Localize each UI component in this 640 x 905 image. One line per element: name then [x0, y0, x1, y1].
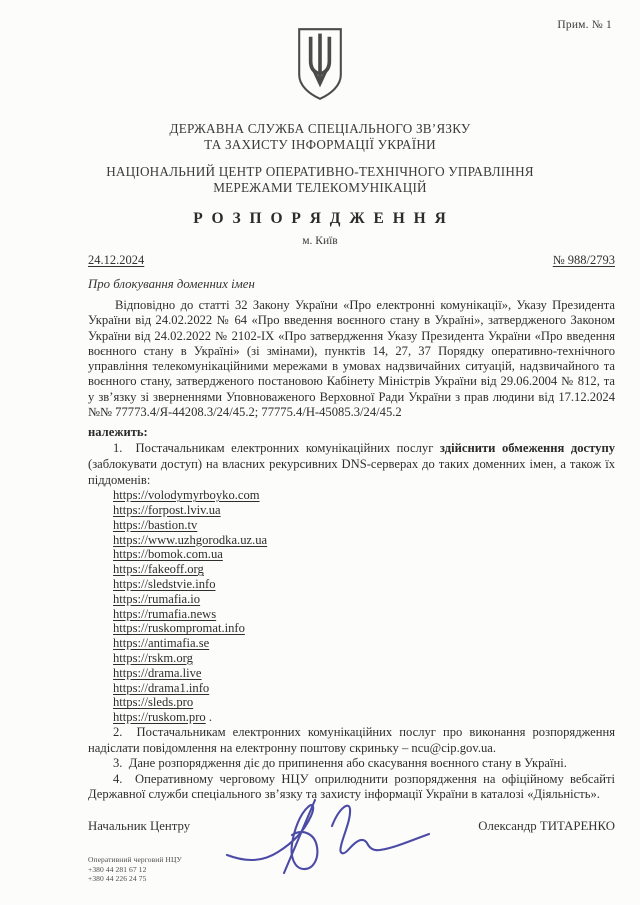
doc-subject: Про блокування доменних імен [88, 277, 255, 291]
intro-paragraph: Відповідно до статті 32 Закону України «Про електронні комунікації», Указу Президента України від 24.02.2022 № 64 «Про введення воєнного стану в Україні», затвердженого Законом України від 24.02.2022 № 2102-IX «Про затвердження Указу Президента України «Про введення воєнного стану в Україні» (зі змінами), пунктів 14, 27, 37 Порядку оперативно-технічного управління телекомунікаційними мережами в умовах надзвичайних ситуацій, надзвичайного та воєнного стану, затвердженого постановою Кабінету Міністрів України від 29.06.2004 № 812, та у зв’язку зі зверненнями Уповноваженого Верховної Ради України з прав людини від 17.12.2024 №№ 77773.4/Я-44208.3/24/45.2; 77775.4/Н-45085.3/24/45.2 [88, 298, 615, 420]
blocked-domain-link[interactable]: https://sleds.pro [113, 695, 194, 710]
footer-contact-line1: Оперативний черговий НЦУ [88, 855, 182, 864]
item-1-text-post: (заблокувати доступ) на власних рекурсивних DNS-серверах до таких доменних імен, а також їх піддоменів: [88, 456, 615, 487]
blocked-domain-link[interactable]: https://bomok.com.ua [113, 547, 223, 562]
footer-contacts [88, 855, 182, 884]
signer-title: Начальник Центру [88, 818, 191, 833]
blocked-domain-link[interactable]: https://antimafia.se [113, 636, 210, 651]
copy-number-label: Прим. № 1 [557, 19, 612, 31]
center-name-line1: НАЦІОНАЛЬНИЙ ЦЕНТР ОПЕРАТИВНО-ТЕХНІЧНОГО УПРАВЛІННЯ [106, 164, 534, 179]
blocked-domain-link[interactable]: https://fakeoff.org [113, 562, 204, 577]
blocked-domain-link[interactable]: https://bastion.tv [113, 517, 198, 532]
item-2-paragraph: 2. Постачальникам електронних комунікаційних послуг про виконання розпорядження надіслати повідомлення на електронну поштову скриньку – ncu@cip.gov.ua. [88, 724, 615, 755]
blocked-domain-link[interactable]: https://forpost.lviv.ua [113, 502, 221, 517]
blocked-domain-link[interactable]: https://rumafia.news [113, 606, 217, 621]
item-1-paragraph [88, 441, 615, 488]
blocked-domains-list [113, 488, 615, 725]
blocked-domain-link[interactable]: https://rumafia.io [113, 591, 201, 606]
place-line: м. Київ [302, 235, 338, 247]
item-3-paragraph: 3. Дане розпорядження діє до припинення або скасування воєнного стану в Україні. [113, 756, 567, 771]
blocked-domain-link[interactable]: https://volodymyrboyko.com [113, 488, 260, 503]
doc-date: 24.12.2024 [88, 253, 145, 267]
footer-contact-line3: +380 44 226 24 75 [88, 874, 147, 883]
signer-name: Олександр ТИТАРЕНКО [478, 818, 615, 833]
handwritten-signature-icon [222, 795, 434, 881]
follows-label: належить: [88, 425, 148, 440]
org-name-line2: ТА ЗАХИСТУ ІНФОРМАЦІЇ УКРАЇНИ [204, 137, 436, 152]
org-name-line1: ДЕРЖАВНА СЛУЖБА СПЕЦІАЛЬНОГО ЗВ’ЯЗКУ [169, 121, 471, 136]
item-4-paragraph: 4. Оперативному черговому НЦУ оприлюднити розпорядження на офіційному вебсайті Державної служби спеціального зв’язку та захисту інформації України в каталозі «Діяльність». [88, 771, 615, 802]
blocked-domain-link[interactable]: https://rskm.org [113, 650, 193, 665]
center-name [88, 164, 552, 196]
doc-number: № 988/2793 [552, 253, 615, 267]
blocked-domain-link[interactable]: https://www.uzhgorodka.uz.ua [113, 532, 268, 547]
item-1-text-pre: 1. Постачальникам електронних комунікаційних послуг [113, 441, 440, 456]
center-name-line2: МЕРЕЖАМИ ТЕЛЕКОМУНІКАЦІЙ [213, 180, 427, 195]
org-name [88, 121, 552, 153]
date-number-row [88, 253, 615, 268]
item-1-text-bold: здійснити обмеження доступу [439, 441, 615, 456]
emblem-container [88, 27, 552, 106]
ukraine-trident-emblem-icon [294, 27, 346, 101]
blocked-domain-link[interactable]: https://drama1.info [113, 680, 210, 695]
doc-type-title: Р О З П О Р Я Д Ж Е Н Н Я [193, 210, 447, 227]
footer-contact-line2: +380 44 281 67 12 [88, 864, 147, 874]
blocked-domain-link[interactable]: https://ruskompromat.info [113, 621, 245, 636]
blocked-domain-link[interactable]: https://drama.live [113, 665, 202, 680]
blocked-domain-link[interactable]: https://sledstvie.info [113, 576, 216, 591]
blocked-domain-link[interactable]: https://ruskom.pro . [113, 710, 213, 725]
